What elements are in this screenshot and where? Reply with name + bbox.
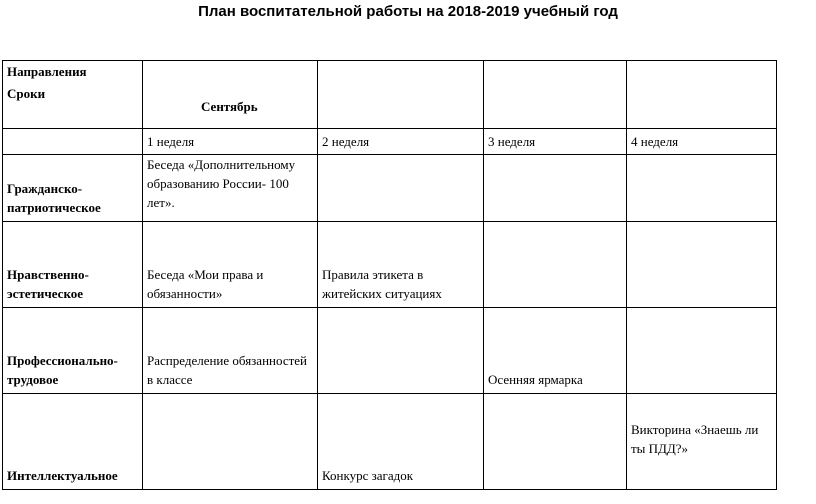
direction-cell: Профессионально-трудовое <box>3 308 143 394</box>
activity-cell <box>318 308 484 394</box>
activity-cell: Распределение обязанностей в классе <box>143 308 318 394</box>
activity-cell: Осенняя ярмарка <box>484 308 627 394</box>
header-corner-cell <box>3 61 143 129</box>
directions-label: Направления <box>7 64 87 79</box>
empty-cell <box>484 61 627 129</box>
activity-cell <box>318 155 484 222</box>
activity-cell: Правила этикета в житейских ситуациях <box>318 222 484 308</box>
activity-cell: Беседа «Мои права и обязанности» <box>143 222 318 308</box>
activity-cell <box>484 394 627 490</box>
table-row <box>3 308 777 394</box>
activity-cell <box>484 155 627 222</box>
table-row <box>3 155 777 222</box>
activity-cell: Конкурс загадок <box>318 394 484 490</box>
activity-cell <box>627 222 777 308</box>
activity-cell <box>627 155 777 222</box>
activity-cell <box>143 394 318 490</box>
weeks-row <box>3 129 777 155</box>
table-row <box>3 222 777 308</box>
empty-cell <box>627 61 777 129</box>
activity-cell <box>627 308 777 394</box>
direction-cell: Гражданско-патриотическое <box>3 155 143 222</box>
activity-cell: Викторина «Знаешь ли ты ПДД?» <box>627 394 777 490</box>
direction-cell: Нравственно-эстетическое <box>3 222 143 308</box>
page-title: План воспитательной работы на 2018-2019 учебный год <box>198 3 618 20</box>
week-3-header: 3 неделя <box>484 129 627 155</box>
week-4-header: 4 неделя <box>627 129 777 155</box>
dates-label: Сроки <box>7 86 46 101</box>
week-2-header: 2 неделя <box>318 129 484 155</box>
direction-cell: Интеллектуальное <box>3 394 143 490</box>
table-row <box>3 394 777 490</box>
table-header-row <box>3 61 777 129</box>
plan-table <box>2 60 777 490</box>
activity-cell: Беседа «Дополнительному образованию России- 100 лет». <box>143 155 318 222</box>
empty-cell <box>318 61 484 129</box>
activity-cell <box>484 222 627 308</box>
month-cell: Сентябрь <box>143 61 318 129</box>
empty-cell <box>3 129 143 155</box>
week-1-header: 1 неделя <box>143 129 318 155</box>
